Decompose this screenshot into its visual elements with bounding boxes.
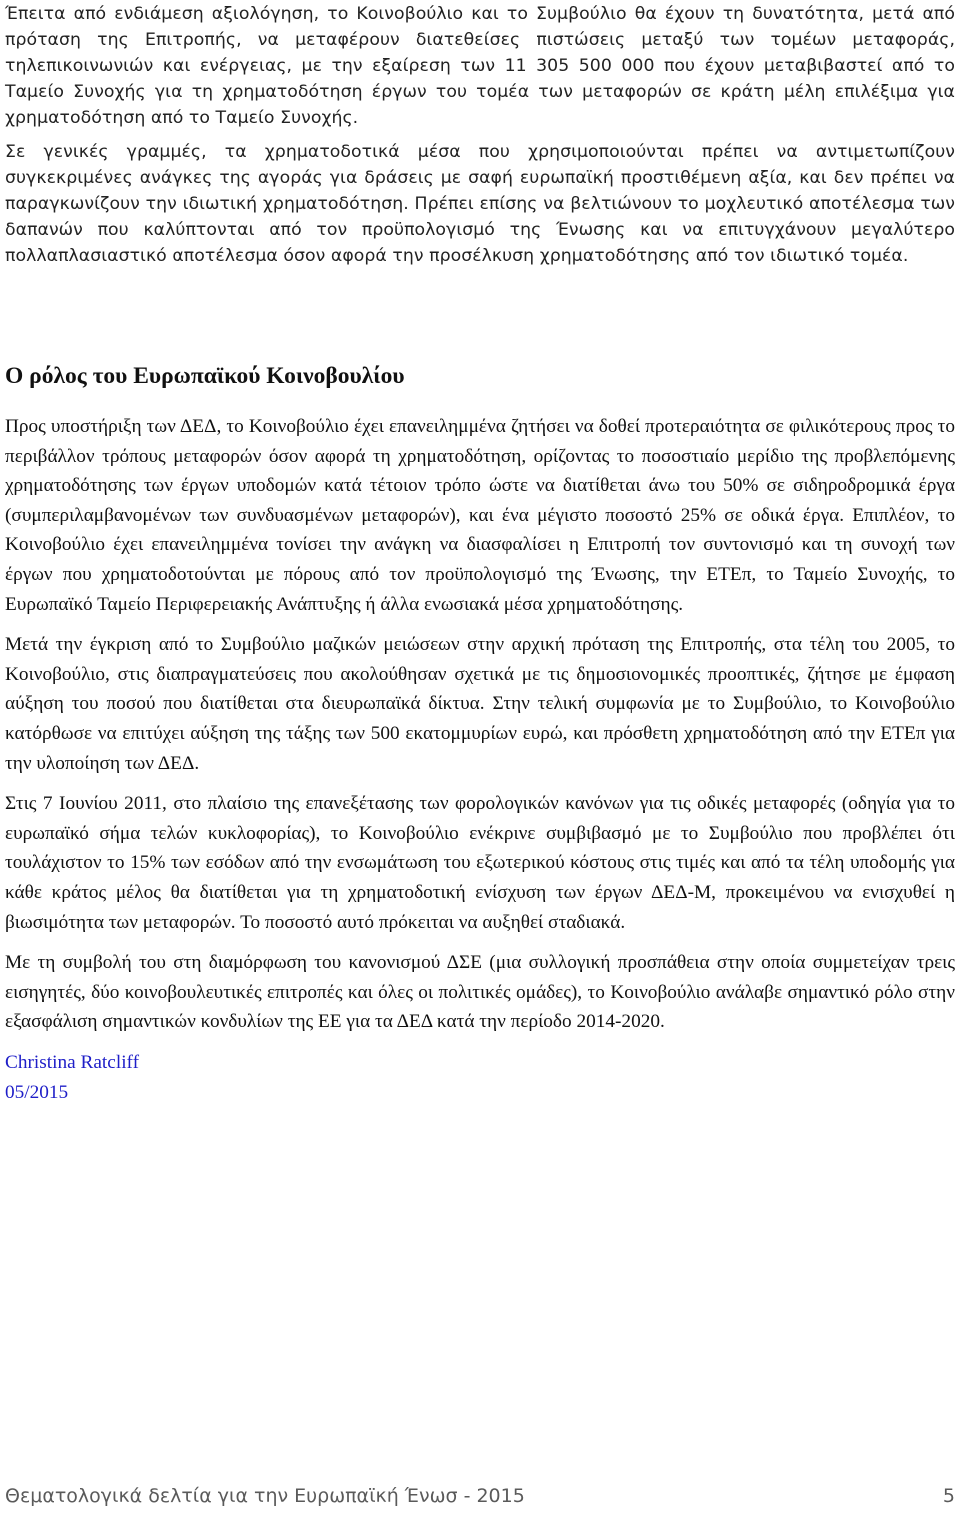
paragraph-financial-instruments: Σε γενικές γραμμές, τα χρηματοδοτικά μέσα που χρησιμοποιούνται πρέπει να αντιμετωπίζουν συγκεκριμένες ανάγκες της αγοράς για δράσεις με σαφή ευρωπαϊκή προστιθέμενη αξία, και δεν πρέπει να παραγκωνίζουν την ιδιωτική χρηματοδότηση. Πρέπει επίσης να βελτιώνουν το μοχλευτικό αποτέλεσμα των δαπανών που καλύπτονται από τον προϋπολογισμό της Ένωσης και να επιτυγχάνουν μεγαλύτερο πολλαπλασιαστικό αποτέλεσμα όσον αφορά την προσέλκυση χρηματοδότησης από τον ιδιωτικό τομέα. (5, 142, 955, 266)
intro-section (5, 1, 955, 277)
paragraph-priorities: Προς υποστήριξη των ΔΕΔ, το Κοινοβούλιο έχει επανειλημμένα ζητήσει να δοθεί προτεραιότητα σε φιλικότερους προς το περιβάλλον τρόπους μεταφορών όσον αφορά τη χρηματοδότηση, ορίζοντας το ποσοστιαίο μερίδιο της προβλεπόμενης χρηματοδότησης των έργων υποδομών κατά τέτοιον τρόπο ώστε να διατίθεται άνω του 50% σε σιδηροδρομικά έργα (συμπεριλαμβανομένων των συνδυασμένων μεταφορών), και ένα μέγιστο ποσοστό 25% σε οδικά έργα. Επιπλέον, το Κοινοβούλιο έχει επανειλημμένα τονίσει την ανάγκη να διασφαλίσει η Επιτροπή τον συντονισμό και τη συνοχή των έργων που χρηματοδοτούνται με πόρους από τον προϋπολογισμό της Ένωσης, την ΕΤΕπ, το Ταμείο Συνοχής, το Ευρωπαϊκό Ταμείο Περιφερειακής Ανάπτυξης ή άλλα ενωσιακά μέσα χρηματοδότησης. (5, 416, 955, 615)
paragraph-cef-regulation: Με τη συμβολή του στη διαμόρφωση του κανονισμού ΔΣΕ (μια συλλογική προσπάθεια στην οποία συμμετείχαν τρεις εισηγητές, δύο κοινοβουλευτικές επιτροπές και όλες οι πολιτικές ομάδες), το Κοινοβούλιο ανάλαβε σημαντικό ρόλο στην εξασφάλιση σημαντικών κονδυλίων της ΕΕ για τα ΔΕΔ κατά την περίοδο 2014-2020. (5, 952, 955, 1033)
paragraph-eurovignette: Στις 7 Ιουνίου 2011, στο πλαίσιο της επανεξέτασης των φορολογικών κανόνων για τις οδικές μεταφορές (οδηγία για το ευρωπαϊκό σήμα τελών κυκλοφορίας), το Κοινοβούλιο ενέκρινε συμβιβασμό με το Συμβούλιο που προβλέπει ότι τουλάχιστον το 15% των εσόδων από την ενσωμάτωση του εξωτερικού κόστους στις τιμές και από τα τέλη υποδομής για κάθε κράτος μέλος θα διατίθεται για τη χρηματοδοτική ενίσχυση των έργων ΔΕΔ-Μ, προκειμένου να ενισχυθεί η βιωσιμότητα των μεταφορών. Το ποσοστό αυτό πρόκειται να αυξηθεί σταδιακά. (5, 793, 955, 933)
paragraph-fund-transfer: Έπειτα από ενδιάμεση αξιολόγηση, το Κοινοβούλιο και το Συμβούλιο θα έχουν τη δυνατότητα, μετά από πρόταση της Επιτροπής, να μεταφέρουν διατεθείσες πιστώσεις μεταξύ των τομέων μεταφοράς, τηλεπικοινωνιών και ενέργειας, με την εξαίρεση των 11 305 500 000 που έχουν μεταβιβαστεί από το Ταμείο Συνοχής για τη χρηματοδότηση έργων του τομέα των μεταφορών σε κράτη μέλη επιλέξιμα για χρηματοδότηση από το Ταμείο Συνοχής. (5, 4, 955, 128)
page-footer (5, 1484, 955, 1508)
parliament-role-section (5, 356, 955, 1108)
section-heading: Ο ρόλος του Ευρωπαϊκού Κοινοβουλίου (5, 363, 405, 389)
footer-page-number: 5 (942, 1485, 955, 1507)
author-date: 05/2015 (5, 1081, 69, 1103)
author-signature (5, 1048, 955, 1108)
paragraph-budget-negotiations: Μετά την έγκριση από το Συμβούλιο μαζικών μειώσεων στην αρχική πρόταση της Επιτροπής, στα τέλη του 2005, το Κοινοβούλιο, στις διαπραγματεύσεις που ακολούθησαν σχετικά με τις δημοσιονομικές προοπτικές, ζήτησε με έμφαση αύξηση του ποσού που διατίθεται στα διευρωπαϊκά δίκτυα. Στην τελική συμφωνία με το Συμβούλιο, το Κοινοβούλιο κατόρθωσε να επιτύχει αύξηση της τάξης των 500 εκατομμυρίων ευρώ, και πρόσθετη χρηματοδότηση από την ΕΤΕπ για την υλοποίηση των ΔΕΔ. (5, 634, 955, 774)
author-name: Christina Ratcliff (5, 1051, 140, 1073)
footer-title: Θεματολογικά δελτία για την Ευρωπαϊκή Ένωσ - 2015 (5, 1485, 525, 1507)
